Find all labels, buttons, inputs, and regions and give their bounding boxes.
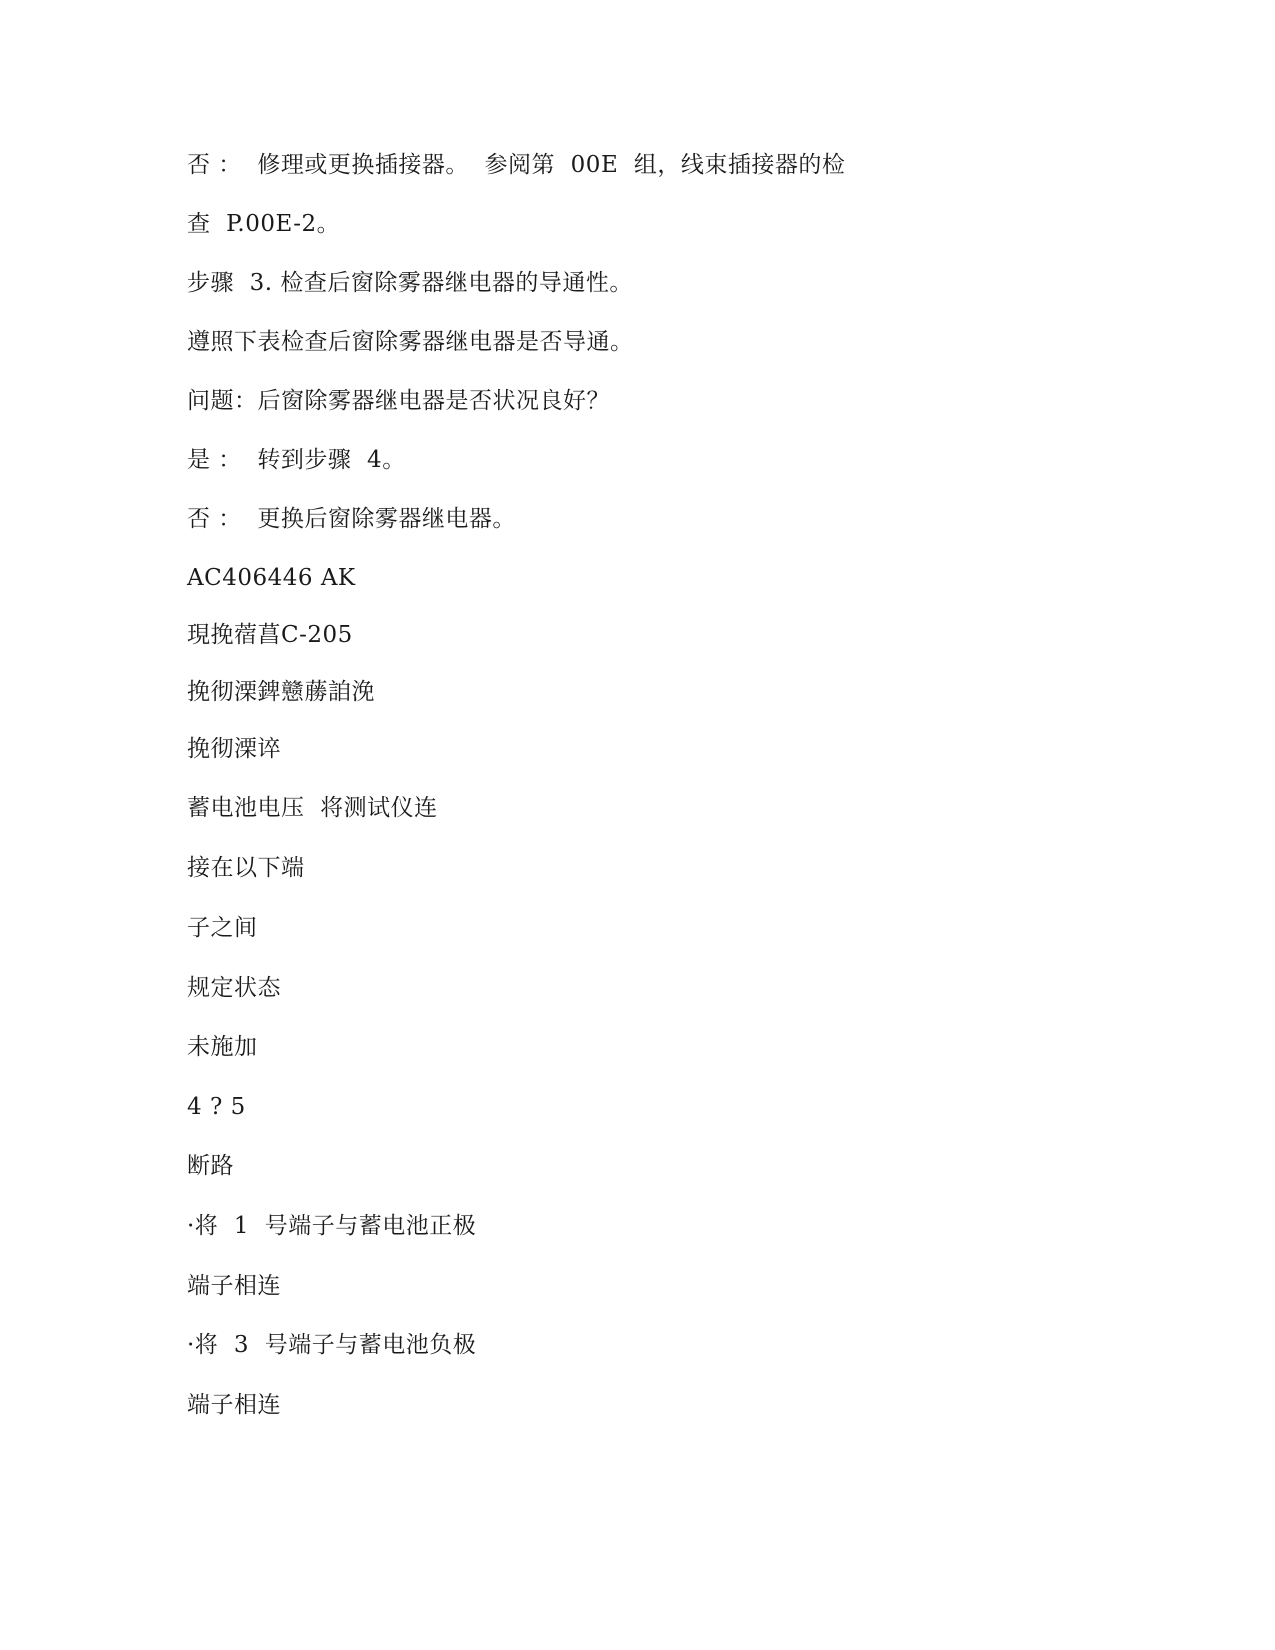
- text-line: 現挽蓿菖C-205: [187, 622, 353, 648]
- text-line: ·将 3 号端子与蓄电池负极: [187, 1332, 477, 1358]
- text-line: 未施加: [187, 1034, 258, 1060]
- text-line: 步骤 3. 检查后窗除雾器继电器的导通性。: [187, 270, 633, 296]
- text-line: 否 ： 修理或更换插接器。 参阅第 00E 组，线束插接器的检: [187, 152, 846, 178]
- text-line: 挽彻溧谇: [187, 736, 281, 762]
- text-line: 端子相连: [187, 1273, 281, 1299]
- text-line: 查 P.00E-2。: [187, 211, 341, 237]
- text-line: 挽彻溧錍戆蕂詯浼: [187, 679, 375, 705]
- text-line: 端子相连: [187, 1392, 281, 1418]
- text-line: 否 ： 更换后窗除雾器继电器。: [187, 506, 516, 532]
- text-line: 问题：后窗除雾器继电器是否状况良好？: [187, 388, 610, 414]
- text-line: 规定状态: [187, 975, 281, 1001]
- text-line: 4 ? 5: [187, 1094, 246, 1120]
- text-line: AC406446 AK: [187, 565, 356, 591]
- text-line: 接在以下端: [187, 855, 305, 881]
- text-line: 是 ： 转到步骤 4。: [187, 447, 406, 473]
- text-line: 蓄电池电压 将测试仪连: [187, 795, 438, 821]
- text-line: 遵照下表检查后窗除雾器继电器是否导通。: [187, 329, 634, 355]
- text-line: 子之间: [187, 915, 258, 941]
- text-line: ·将 1 号端子与蓄电池正极: [187, 1213, 477, 1239]
- text-line: 断路: [187, 1153, 234, 1179]
